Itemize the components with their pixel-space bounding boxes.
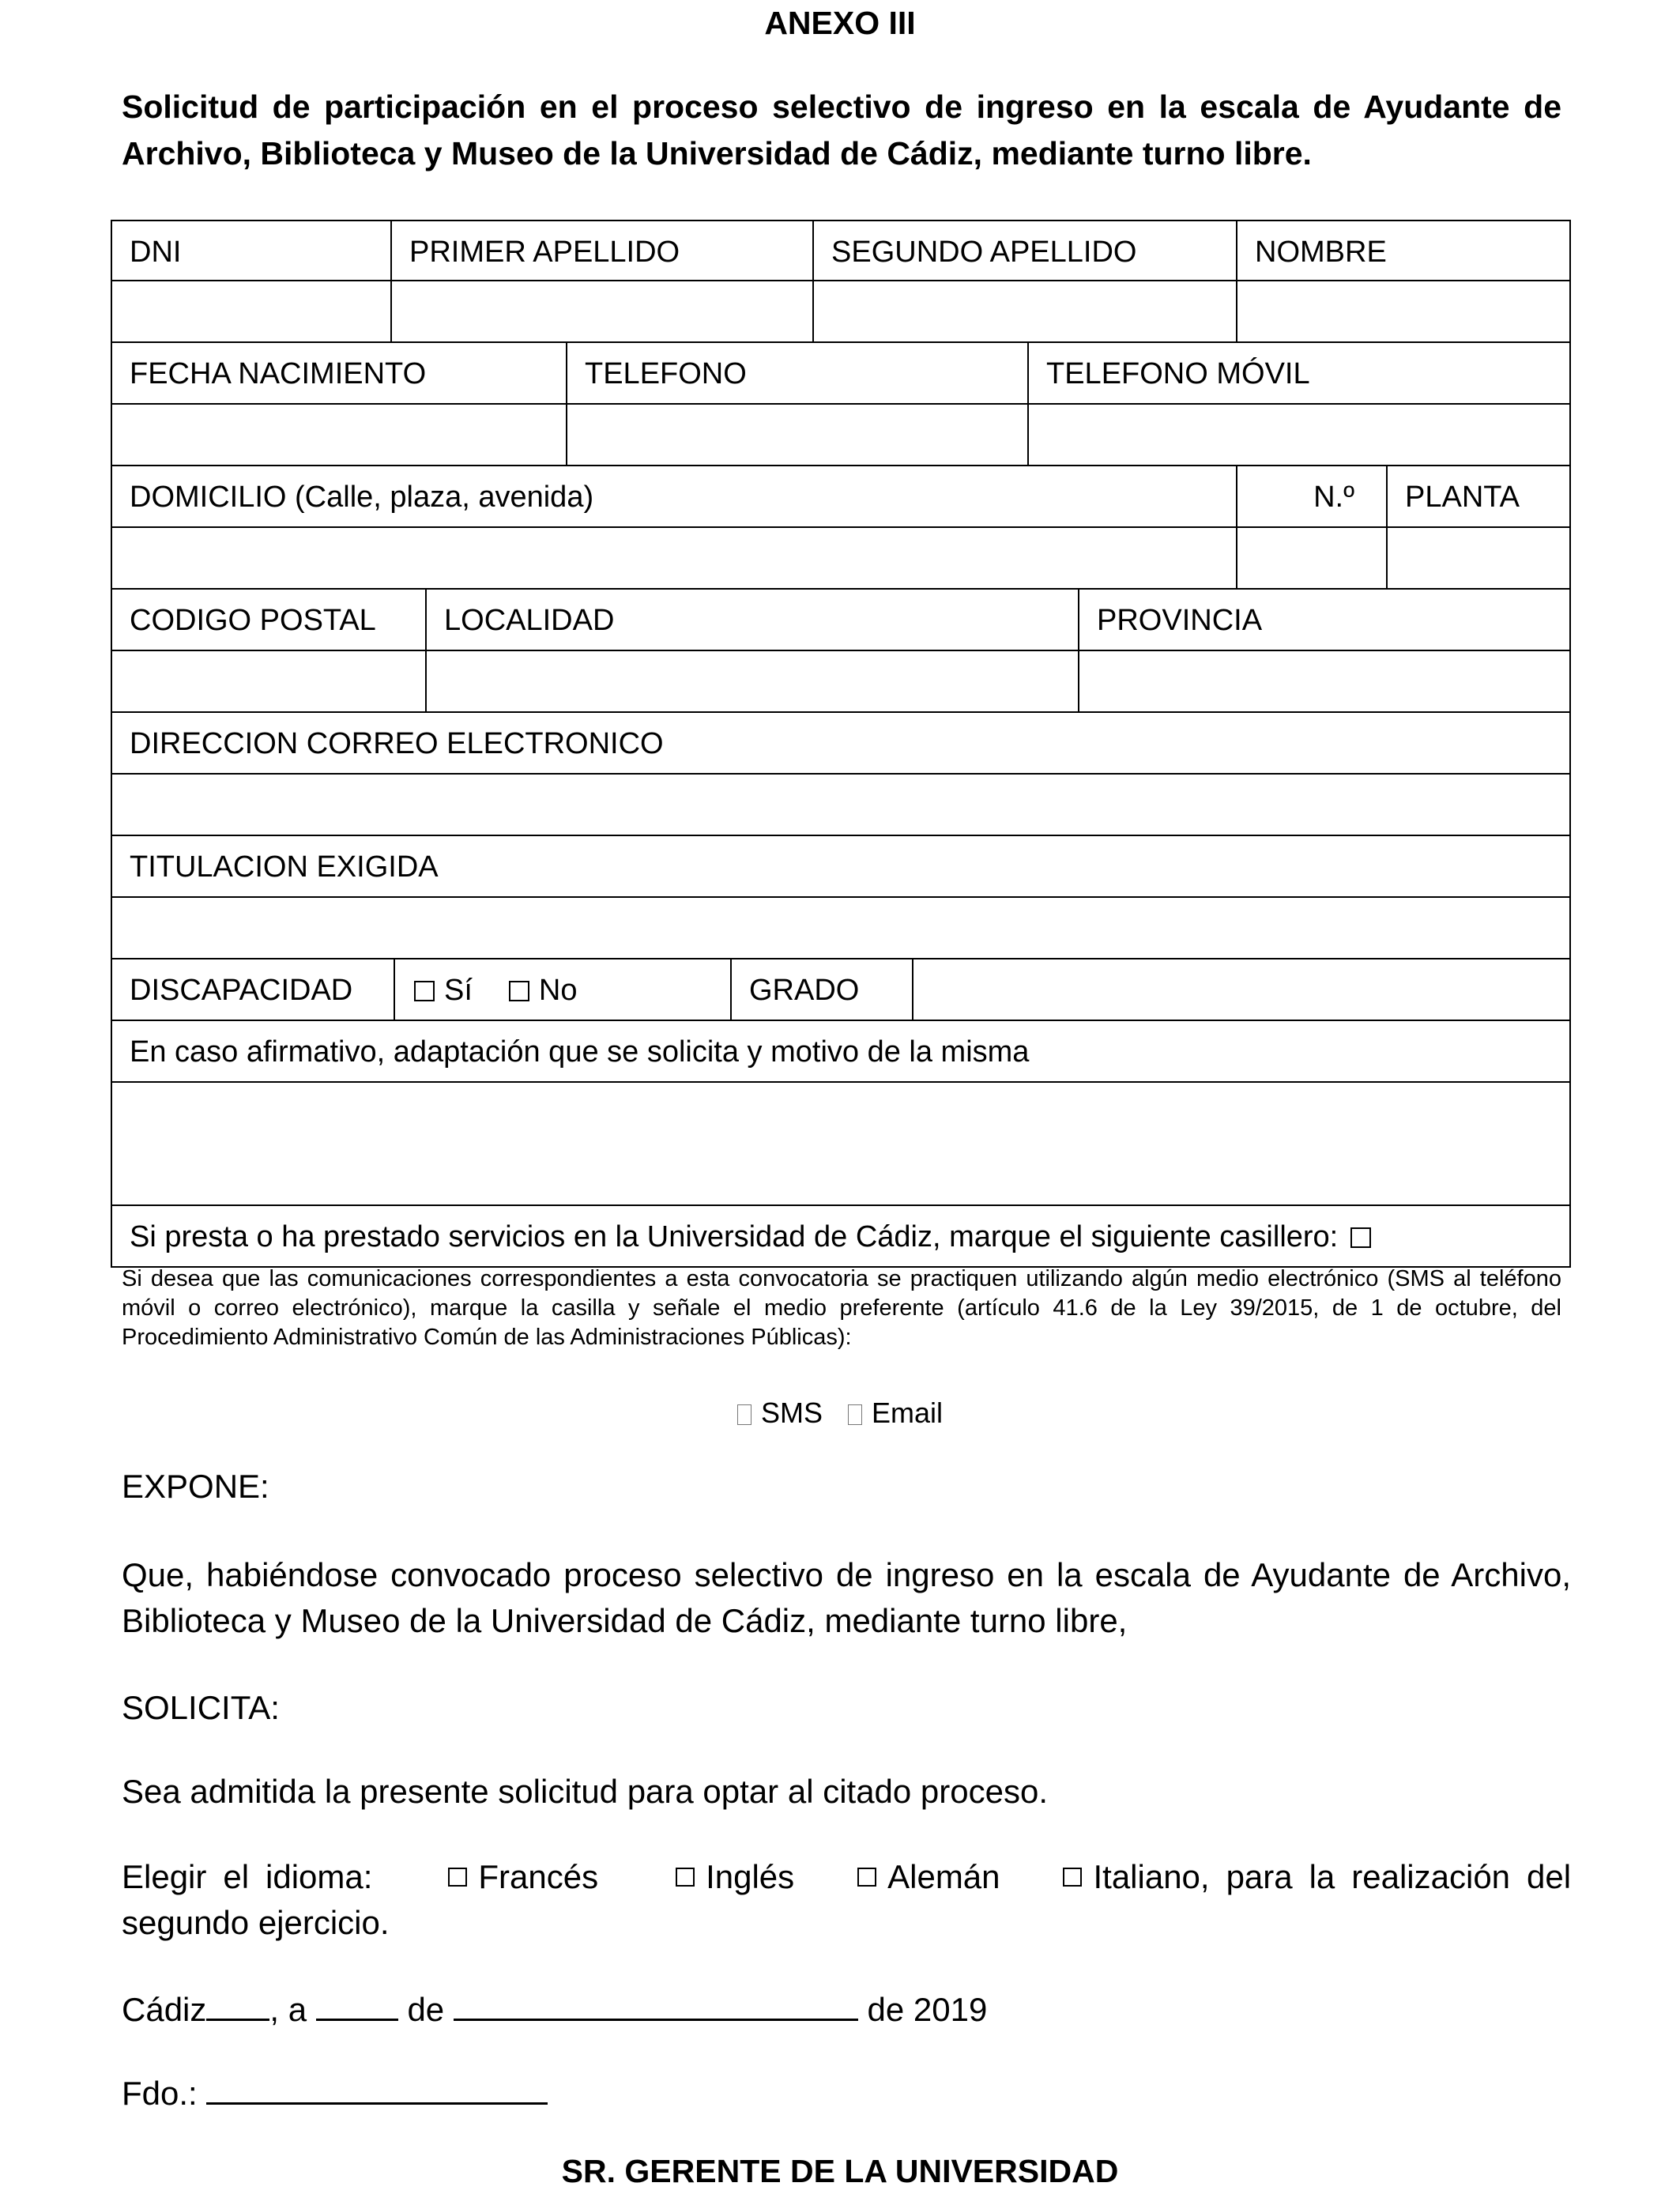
email-label: Email bbox=[872, 1397, 944, 1429]
year-label: de 2019 bbox=[867, 1991, 988, 2028]
telefono-label: TELEFONO bbox=[566, 341, 1029, 405]
fecha-nacimiento-input[interactable] bbox=[111, 403, 567, 466]
language-suffix: , para la realización del segundo ejercicio. bbox=[122, 1858, 1572, 1941]
frances-checkbox[interactable] bbox=[448, 1868, 467, 1887]
grado-input[interactable] bbox=[912, 958, 1571, 1021]
signature-label: Fdo.: bbox=[122, 2075, 198, 2112]
provincia-input[interactable] bbox=[1078, 650, 1571, 713]
no-label: No bbox=[538, 974, 578, 1007]
nombre-label: NOMBRE bbox=[1236, 220, 1571, 281]
language-choice bbox=[122, 1854, 1571, 1946]
ingles-checkbox[interactable] bbox=[676, 1868, 695, 1887]
signature-blank[interactable] bbox=[206, 2074, 548, 2105]
ingles-label: Inglés bbox=[706, 1858, 795, 1895]
adaptacion-input[interactable] bbox=[111, 1081, 1571, 1206]
fecha-nacimiento-label: FECHA NACIMIENTO bbox=[111, 341, 567, 405]
electronic-notice: Si desea que las comunicaciones correspondientes a esta convocatoria se practiquen utilizando algún medio electrónico (SMS al teléfono móvil o correo electrónico), marque la casilla y señale el medio preferente (artículo 41.6 de la Ley 39/2015, de 1 de octubre, del Procedimiento Administrativo Común de las Administraciones Públicas): bbox=[122, 1266, 1561, 1350]
sms-label: SMS bbox=[760, 1397, 823, 1429]
discapacidad-options bbox=[394, 958, 732, 1021]
titulacion-label: TITULACION EXIGIDA bbox=[111, 835, 1571, 898]
form-grid bbox=[111, 220, 1571, 1268]
frances-label: Francés bbox=[478, 1858, 599, 1895]
date-a-label: , a bbox=[269, 1991, 307, 2028]
adaptacion-label: En caso afirmativo, adaptación que se solicita y motivo de la misma bbox=[111, 1020, 1571, 1083]
primer-apellido-label: PRIMER APELLIDO bbox=[390, 220, 814, 281]
nombre-input[interactable] bbox=[1236, 280, 1571, 343]
numero-label: N.º bbox=[1236, 465, 1388, 528]
annex-heading: ANEXO III bbox=[764, 5, 916, 41]
month-blank[interactable] bbox=[454, 1990, 858, 2021]
solicita-label: SOLICITA: bbox=[122, 1689, 280, 1726]
expone-label: EXPONE: bbox=[122, 1468, 269, 1505]
numero-input[interactable] bbox=[1236, 526, 1388, 590]
dni-label: DNI bbox=[111, 220, 392, 281]
italiano-checkbox[interactable] bbox=[1063, 1868, 1082, 1887]
aleman-label: Alemán bbox=[887, 1858, 1000, 1895]
email-label: DIRECCION CORREO ELECTRONICO bbox=[111, 711, 1571, 775]
aleman-checkbox[interactable] bbox=[857, 1868, 876, 1887]
planta-input[interactable] bbox=[1386, 526, 1571, 590]
grado-label: GRADO bbox=[730, 958, 913, 1021]
si-checkbox[interactable] bbox=[414, 981, 435, 1001]
discapacidad-label: DISCAPACIDAD bbox=[111, 958, 395, 1021]
contact-preference[interactable] bbox=[0, 1396, 1680, 1431]
codigo-postal-input[interactable] bbox=[111, 650, 427, 713]
domicilio-input[interactable] bbox=[111, 526, 1237, 590]
codigo-postal-label: CODIGO POSTAL bbox=[111, 588, 427, 651]
primer-apellido-input[interactable] bbox=[390, 280, 814, 343]
segundo-apellido-input[interactable] bbox=[812, 280, 1237, 343]
telefono-input[interactable] bbox=[566, 403, 1029, 466]
solicita-text: Sea admitida la presente solicitud para optar al citado proceso. bbox=[122, 1773, 1049, 1810]
city-label: Cádiz bbox=[122, 1991, 207, 2028]
servicios-label: Si presta o ha prestado servicios en la Universidad de Cádiz, marque el siguiente casillero: bbox=[130, 1220, 1339, 1253]
planta-label: PLANTA bbox=[1386, 465, 1571, 528]
signature-line bbox=[122, 2071, 1571, 2117]
email-checkbox[interactable] bbox=[848, 1404, 862, 1425]
servicios-row bbox=[111, 1204, 1571, 1268]
no-checkbox[interactable] bbox=[509, 981, 529, 1001]
provincia-label: PROVINCIA bbox=[1078, 588, 1571, 651]
segundo-apellido-label: SEGUNDO APELLIDO bbox=[812, 220, 1237, 281]
recipient: SR. GERENTE DE LA UNIVERSIDAD bbox=[561, 2153, 1119, 2189]
servicios-checkbox[interactable] bbox=[1350, 1227, 1371, 1248]
date-de-label: de bbox=[407, 1991, 445, 2028]
italiano-label: Italiano bbox=[1093, 1858, 1200, 1895]
localidad-label: LOCALIDAD bbox=[425, 588, 1079, 651]
date-line bbox=[122, 1987, 1571, 2033]
email-input[interactable] bbox=[111, 773, 1571, 836]
localidad-input[interactable] bbox=[425, 650, 1079, 713]
titulacion-input[interactable] bbox=[111, 896, 1571, 959]
day-blank[interactable] bbox=[206, 1990, 269, 2021]
telefono-movil-input[interactable] bbox=[1027, 403, 1571, 466]
dni-input[interactable] bbox=[111, 280, 392, 343]
form-title: Solicitud de participación en el proceso selectivo de ingreso en la escala de Ayudante de Archivo, Biblioteca y Museo de la Universidad de Cádiz, mediante turno libre. bbox=[122, 89, 1561, 172]
domicilio-label: DOMICILIO (Calle, plaza, avenida) bbox=[111, 465, 1237, 528]
sms-checkbox[interactable] bbox=[737, 1404, 751, 1425]
language-label: Elegir el idioma: bbox=[122, 1858, 373, 1895]
si-label: Sí bbox=[444, 974, 473, 1007]
day-number-blank[interactable] bbox=[316, 1990, 398, 2021]
telefono-movil-label: TELEFONO MÓVIL bbox=[1027, 341, 1571, 405]
expone-text: Que, habiéndose convocado proceso selectivo de ingreso en la escala de Ayudante de Archivo, Biblioteca y Museo de la Universidad de Cádiz, mediante turno libre, bbox=[122, 1556, 1571, 1639]
